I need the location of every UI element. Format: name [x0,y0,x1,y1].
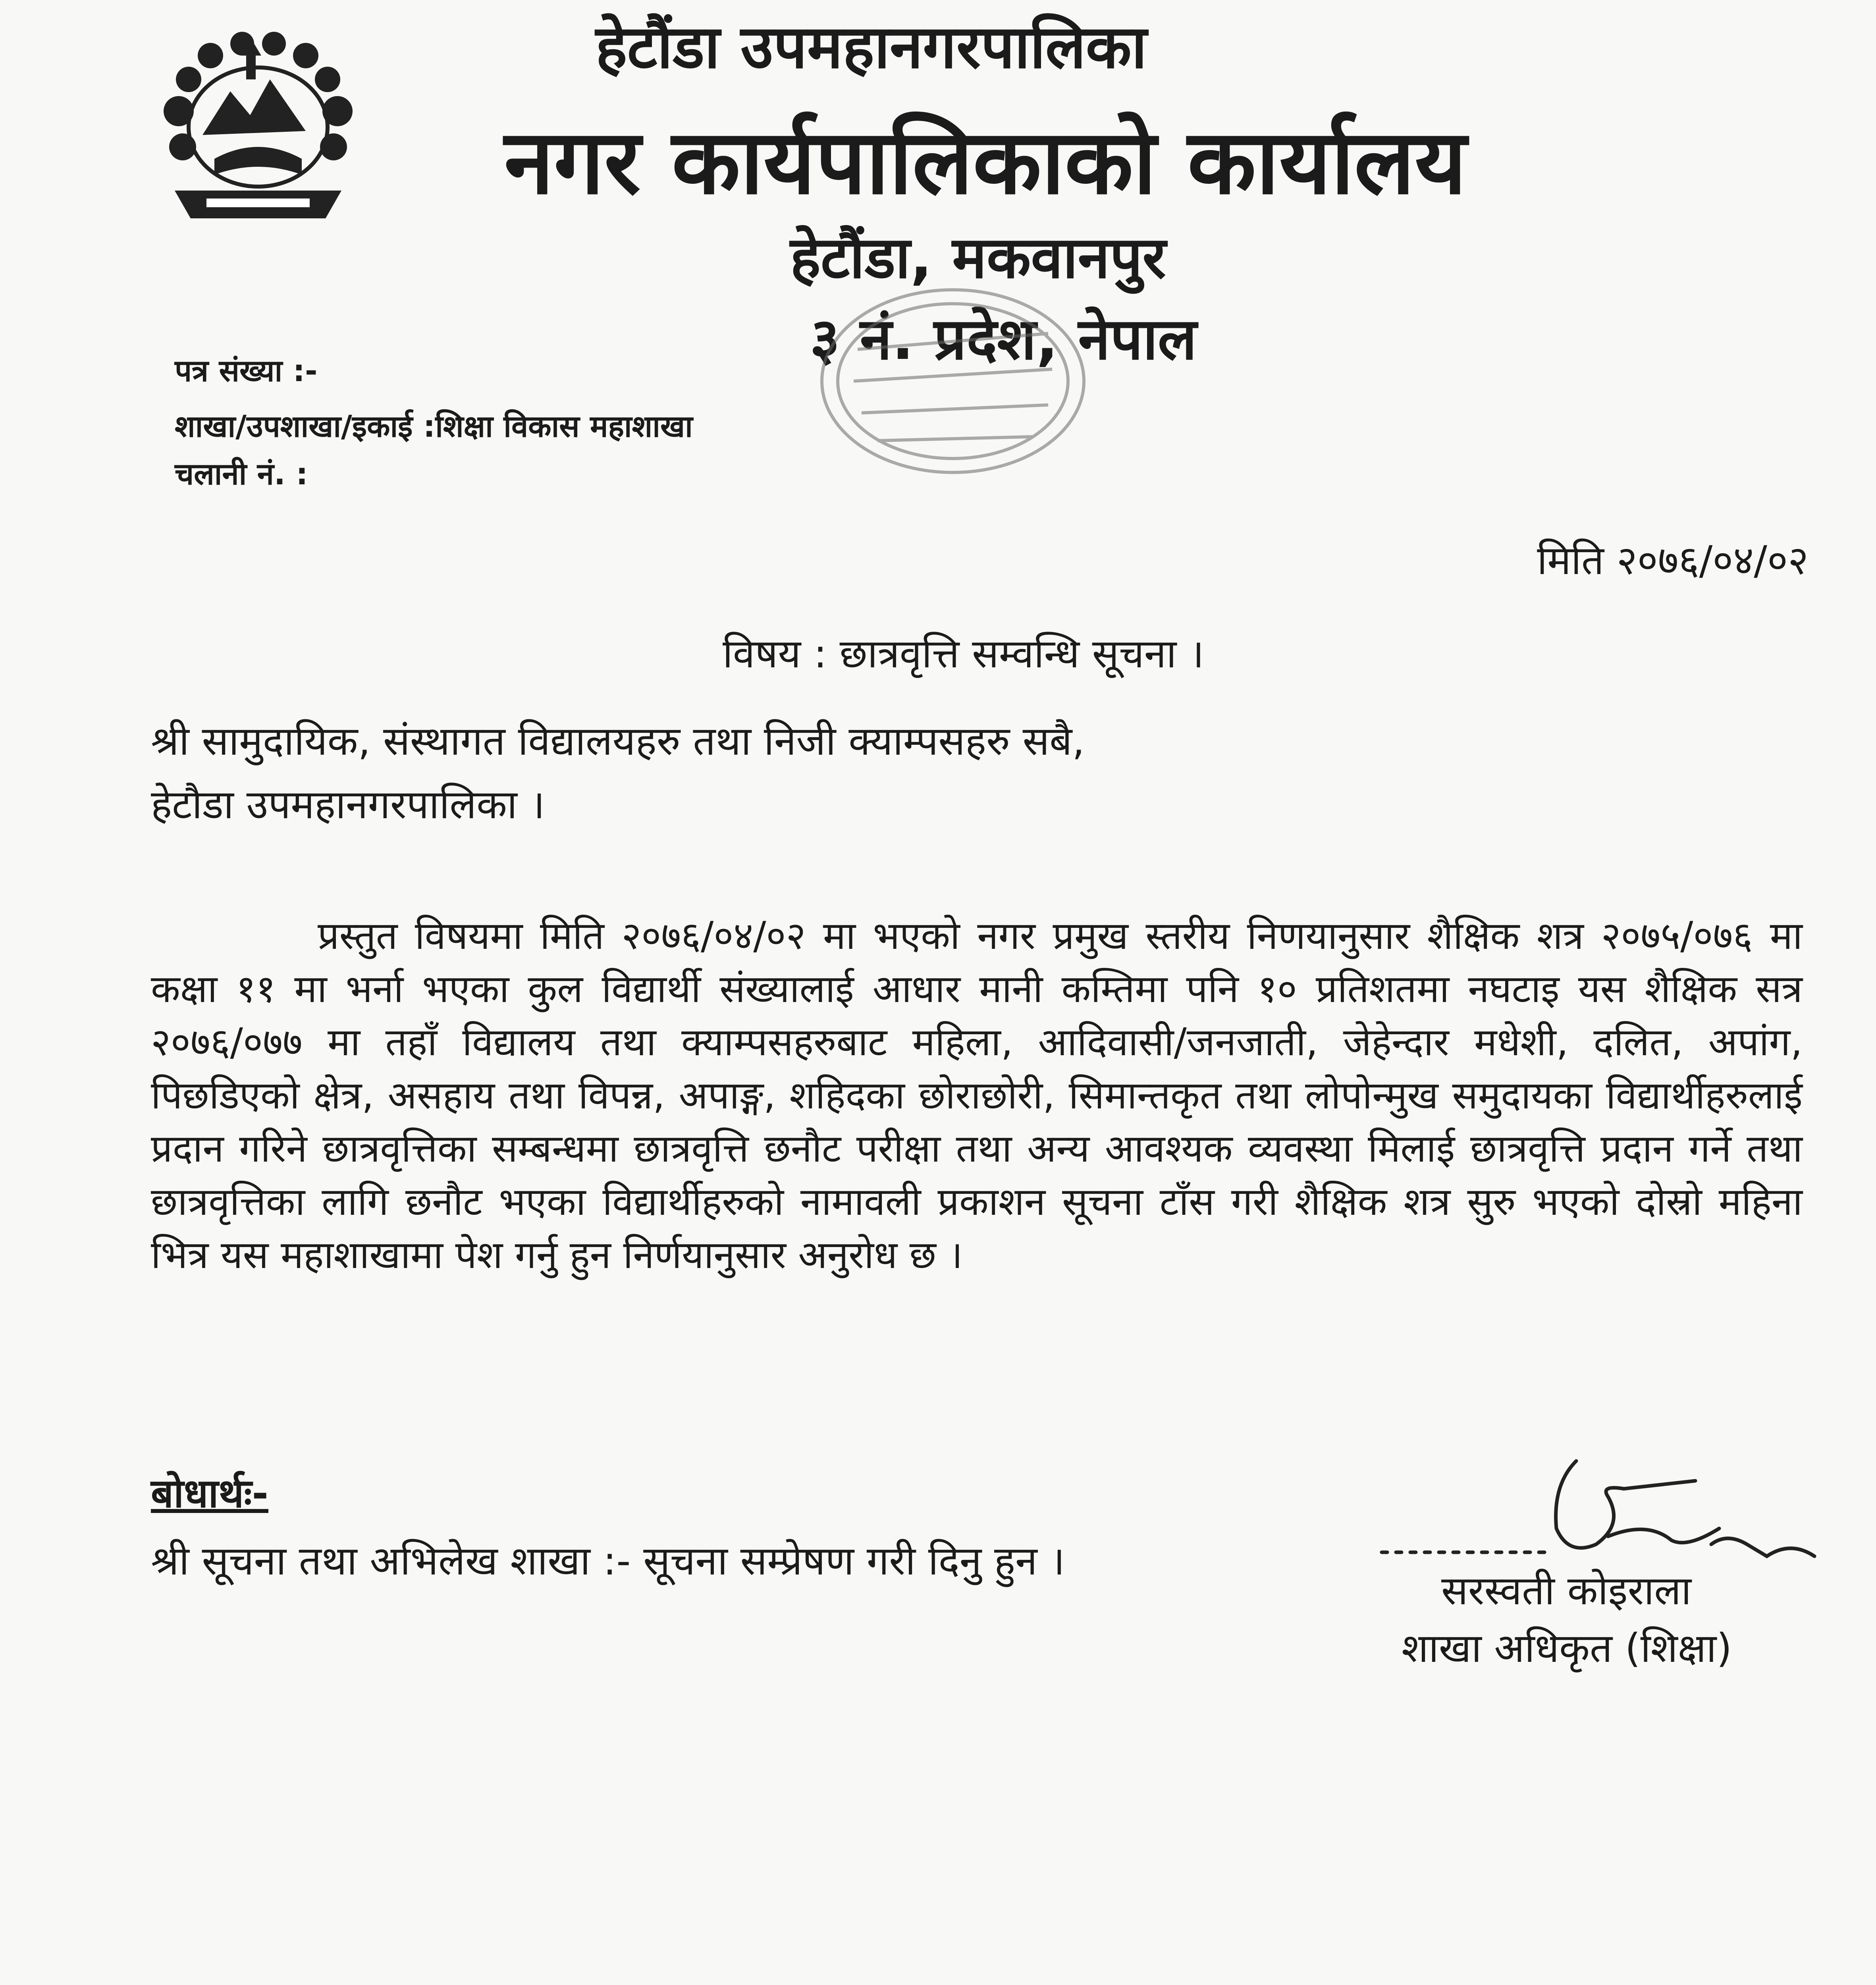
office-name: नगर कार्यपालिकाको कार्यालय [504,110,1467,214]
branch-label: शाखा/उपशाखा/इकाई :शिक्षा विकास महाशाखा [175,409,693,444]
municipality-name: हेटौंडा उपमहानगरपालिका [596,13,1147,82]
letter-number-label: पत्र संख्या :- [175,353,318,388]
dispatch-number-label: चलानी नं. : [175,456,308,491]
office-location: हेटौंडा, मकवानपुर [790,224,1166,291]
handwritten-signature [1370,1437,1826,1580]
letter-body: प्रस्तुत विषयमा मिति २०७६/०४/०२ मा भएको नगर प्रमुख स्तरीय निणयानुसार शैक्षिक शत्र २०७५/०७६ मा कक्षा ११ मा भर्ना भएका कुल विद्यार्थी संख्यालाई आधार मानी कम्तिमा पनि १० प्रतिशतमा नघटाइ यस शैक्षिक सत्र २०७६/०७७ मा तहाँ विद्यालय तथा क्याम्पसहरुबाट महिला, आदिवासी/जनजाती, जेहेन्दार मधेशी, दलित, अपांग, पिछडिएको क्षेत्र, असहाय तथा विपन्न, अपाङ्ग, शहिदका छोराछोरी, सिमान्तकृत तथा लोपोन्मुख समुदायका विद्यार्थीहरुलाई प्रदान गरिने छात्रवृत्तिका सम्बन्धमा छात्रवृत्ति छनौट परीक्षा तथा अन्य आवश्यक व्यवस्था मिलाई छात्रवृत्ति प्रदान गर्ने तथा छात्रवृत्तिका लागि छनौट भएका विद्यार्थीहरुको नामावली प्रकाशन सूचना टाँस गरी शैक्षिक शत्र सुरु भएको दोस्रो महिना भित्र यस महाशाखामा पेश गर्नु हुन निर्णयानुसार अनुरोध छ । [151,913,1803,1277]
office-province: ३ नं. प्रदेश, नेपाल [810,306,1197,373]
cc-label: बोधार्थः- [151,1470,269,1517]
letter-date: मिति २०७६/०४/०२ [1537,537,1809,584]
recipient-line-2: हेटौडा उपमहानगरपालिका । [151,781,545,828]
signatory-name: सरस्वती कोइराला [1441,1567,1691,1614]
signatory-title: शाखा अधिकृत (शिक्षा) [1402,1625,1732,1671]
recipient-line-1: श्री सामुदायिक, संस्थागत विद्यालयहरु तथा निजी क्याम्पसहरु सबै, [151,718,1085,764]
letter-subject: विषय : छात्रवृत्ति सम्वन्धि सूचना । [723,630,1204,677]
cc-item: श्री सूचना तथा अभिलेख शाखा :- सूचना सम्प्रेषण गरी दिनु हुन । [151,1538,1065,1584]
government-emblem [151,32,365,230]
office-seal-stamp [810,278,1096,484]
